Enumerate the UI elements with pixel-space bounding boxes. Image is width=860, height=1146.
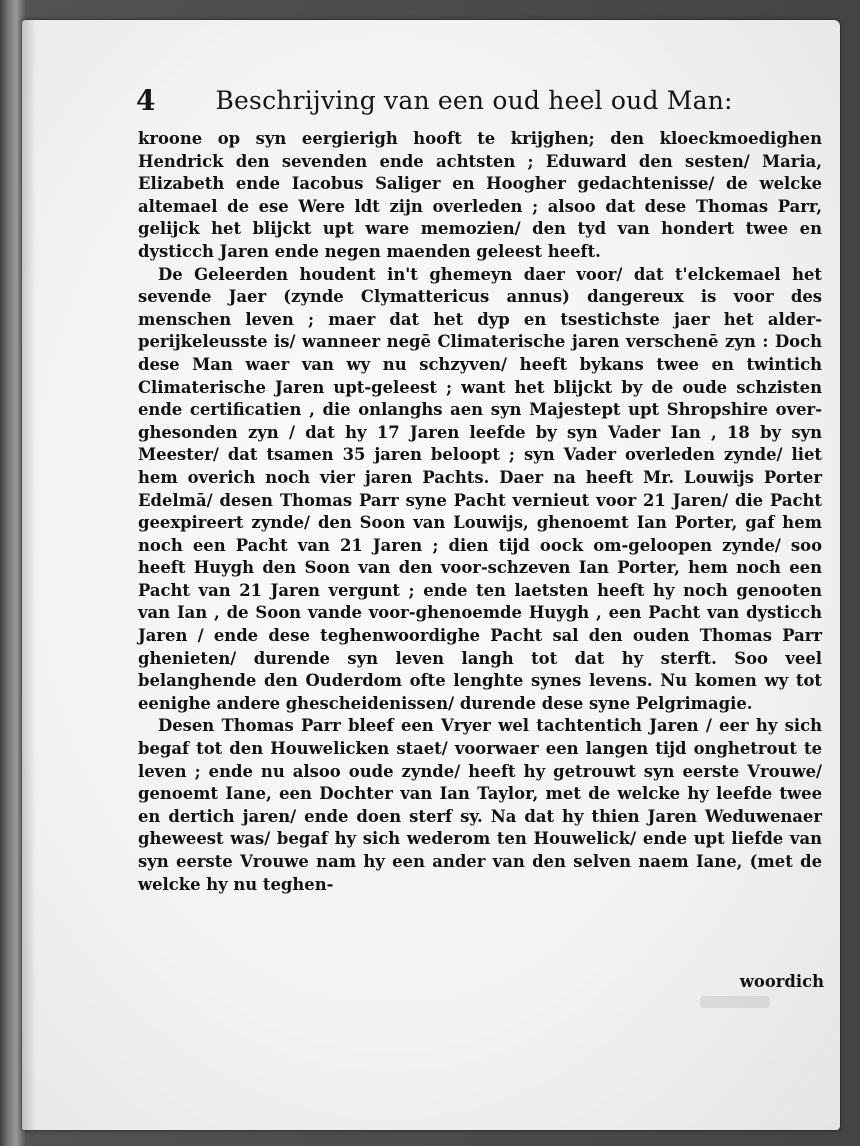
paragraph-2: De Geleerden houdent in't ghemeyn daer voor/ dat t'elckemael het sevende Jaer (zynde Clymattericus annus) dangereux is voor des menschen leven ; maer dat het dyp en tsestichste jaer het alder-perijkeleusste is/ wanneer negē Climaterische jaren verschenē zyn : Doch dese Man waer van wy nu schzyven/ heeft bykans twee en twintich Climaterische Jaren upt-geleest ; want het blijckt by de oude schzisten ende certificatien , die onlanghs aen syn Majestept upt Shropshire over-ghesonden zyn / dat hy 17 Jaren leefde by syn Vader Ian , 18 by syn Meester/ dat tsamen 35 jaren beloopt ; syn Vader overleden zynde/ liet hem overich noch vier jaren Pachts. Daer na heeft Mr. Louwijs Porter Edelmā/ desen Thomas Parr syne Pacht vernieut voor 21 Jaren/ die Pacht geexpireert zynde/ den Soon van Louwijs, ghenoemt Ian Porter, gaf hem noch een Pacht van 21 Jaren ; dien tijd oock om-geloopen zynde/ soo heeft Huygh den Soon van den voor-schzeven Ian Porter, hem noch een Pacht van 21 Jaren vergunt ; ende ten laetsten heeft hy noch genooten van Ian , de Soon vande voor-ghenoemde Huygh , een Pacht van dysticch Jaren / ende dese teghenwoordighe Pacht sal den ouden Thomas Parr ghenieten/ durende syn leven langh tot dat hy sterft. Soo veel belanghende den Ouderdom ofte lenghte synes levens. Nu komen wy tot eenighe andere ghescheidenissen/ durende dese syne Pelgrimagie. [138,264,822,713]
page-header [136,74,796,126]
catchword: woordich [739,972,824,991]
body-text [138,128,822,896]
ink-bleed-through [700,996,770,1008]
page-number: 4 [136,83,156,117]
page-gutter-shadow [22,20,36,1130]
paragraph-3: Desen Thomas Parr bleef een Vryer wel tachtentich Jaren / eer hy sich begaf tot den Houwelicken staet/ voorwaer een langen tijd onghetrout te leven ; ende nu alsoo oude zynde/ heeft hy getrouwt syn eerste Vrouwe/ genoemt Iane, een Dochter van Ian Taylor, met de welcke hy leefde twee en dertich jaren/ ende doen sterf sy. Na dat hy thien Jaren Weduwenaer gheweest was/ begaf hy sich wederom ten Houwelick/ ende upt liefde van syn eerste Vrouwe nam hy een ander van den selven naem Iane, (met de welcke hy nu teghen- [138,716,822,894]
running-title: Beschrijving van een oud heel oud Man: [215,85,733,115]
paragraph-1: kroone op syn eergierigh hooft te krijghen; den kloeckmoedighen Hendrick den sevenden ende achtsten ; Eduward den sesten/ Maria, Elizabeth ende Iacobus Saliger en Hoogher gedachtenisse/ de welcke altemael de ese Were ldt zijn overleden ; alsoo dat dese Thomas Parr, gelijck het blijckt upt ware memozien/ den tyd van hondert twee en dysticch Jaren ende negen maenden geleest heeft. [138,129,822,261]
